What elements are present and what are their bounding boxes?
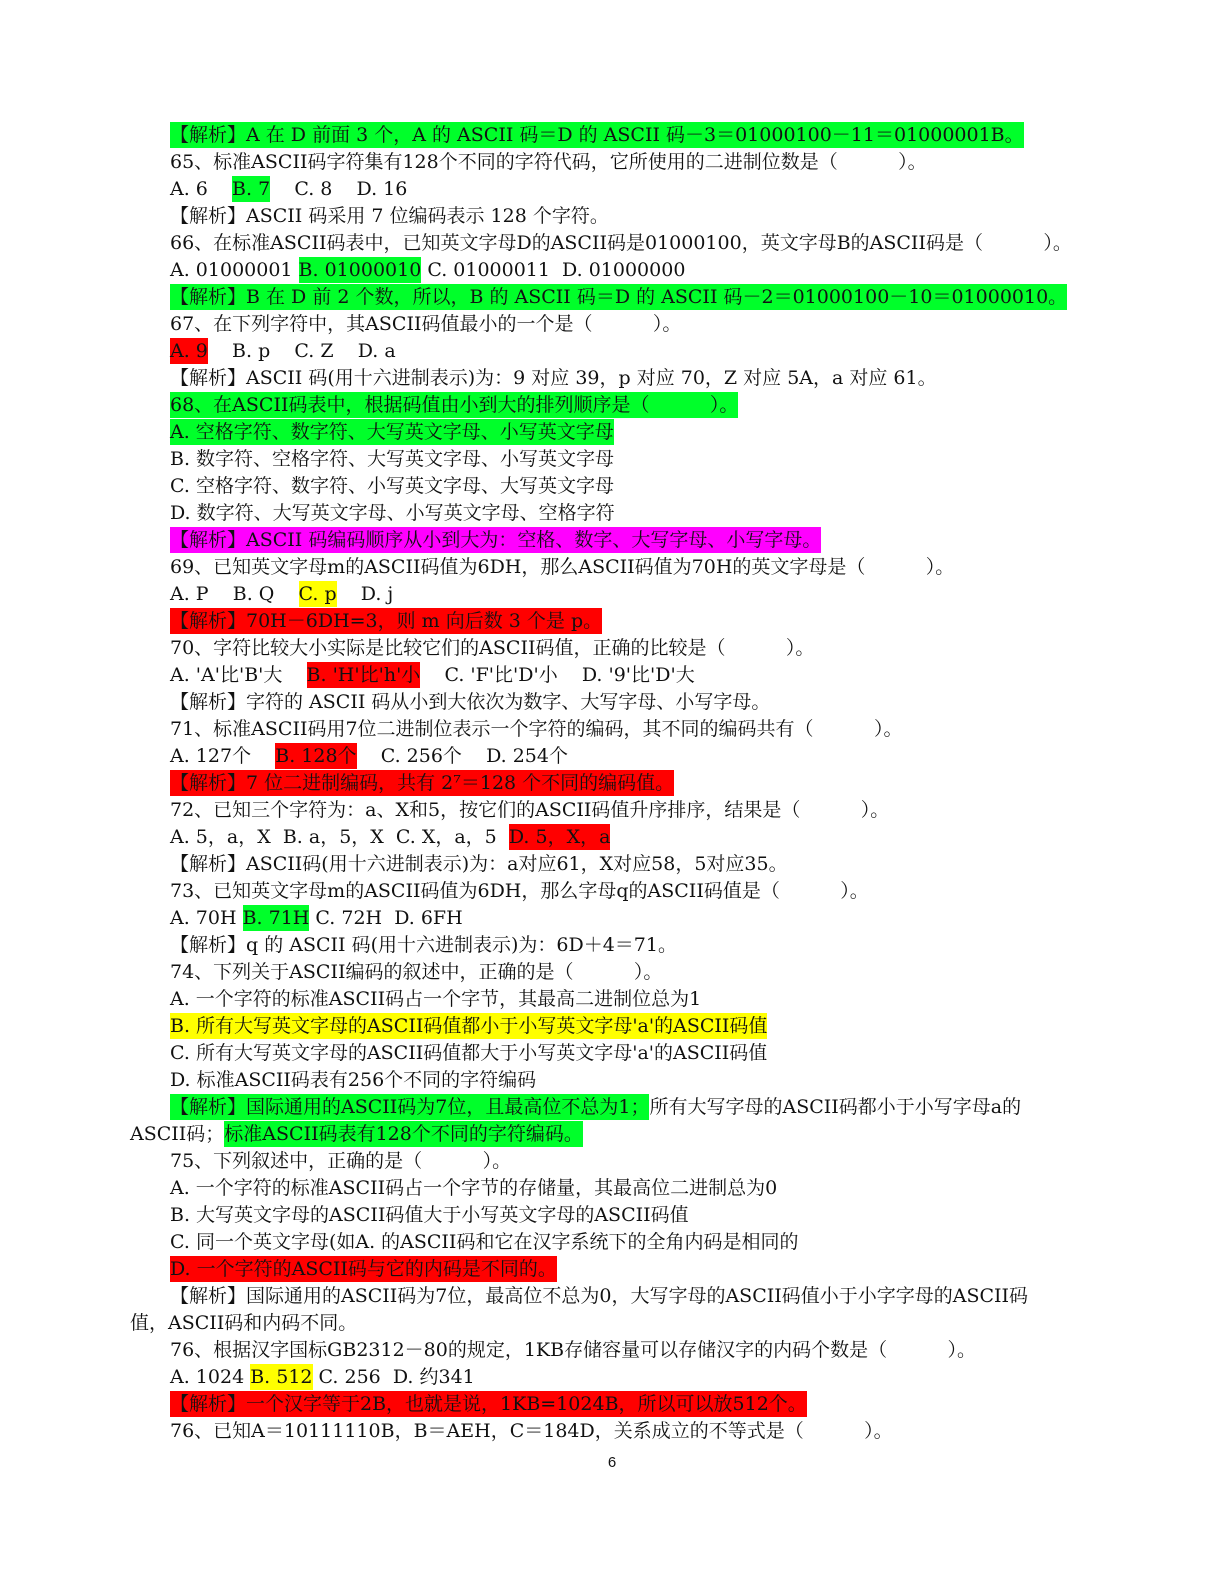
text-line: [170, 716, 1100, 743]
text-segment: A. 70H: [170, 907, 243, 929]
text-line: [170, 635, 1100, 662]
text-segment: 65、标准ASCII码字符集有128个不同的字符代码，它所使用的二进制位数是（ ）。: [170, 151, 927, 173]
text-segment: C. 8 D. 16: [270, 178, 408, 200]
text-segment: B. 数字符、空格字符、大写英文字母、小写英文字母: [170, 448, 615, 470]
text-segment: 71、标准ASCII码用7位二进制位表示一个字符的编码，其不同的编码共有（ ）。: [170, 718, 903, 740]
text-line: [170, 1040, 1100, 1067]
text-line: [170, 311, 1100, 338]
text-segment: 所有大写字母的ASCII码都小于小写字母a的: [649, 1096, 1022, 1118]
highlighted-text: 【解析】7 位二进制编码，共有 2⁷＝128 个不同的编码值。: [170, 772, 675, 794]
highlighted-text: B. 128个: [275, 745, 357, 767]
text-segment: C. 'F'比'D'小 D. '9'比'D'大: [420, 664, 695, 686]
text-line: [170, 581, 1100, 608]
text-segment: 【解析】ASCII 码采用 7 位编码表示 128 个字符。: [170, 205, 609, 227]
text-segment: 值，ASCII码和内码不同。: [130, 1312, 358, 1334]
text-segment: 69、已知英文字母m的ASCII码值为6DH，那么ASCII码值为70H的英文字母是（ ）。: [170, 556, 955, 578]
text-line: [170, 851, 1100, 878]
text-segment: B. 大写英文字母的ASCII码值大于小写英文字母的ASCII码值: [170, 1204, 689, 1226]
text-line: [170, 662, 1100, 689]
text-line: [170, 365, 1100, 392]
text-line: [170, 1094, 1100, 1121]
highlighted-text: B. 71H: [242, 907, 310, 929]
text-segment: 76、根据汉字国标GB2312－80的规定，1KB存储容量可以存储汉字的内码个数是（ ）。: [170, 1339, 976, 1361]
text-line: [170, 770, 1100, 797]
highlighted-text: 【解析】ASCII 码编码顺序从小到大为：空格、数字、大写字母、小写字母。: [170, 529, 822, 551]
text-segment: C. 所有大写英文字母的ASCII码值都大于小写英文字母'a'的ASCII码值: [170, 1042, 768, 1064]
page-number: 6: [607, 1454, 617, 1471]
text-line: [170, 500, 1100, 527]
text-segment: 【解析】ASCII码(用十六进制表示)为：a对应61，X对应58，5对应35。: [170, 853, 788, 875]
text-line: [170, 527, 1100, 554]
text-line: [170, 176, 1100, 203]
text-segment: 76、已知A＝10111110B，B＝AEH，C＝184D，关系成立的不等式是（ ）。: [170, 1420, 893, 1442]
text-line: [170, 1013, 1100, 1040]
text-segment: 【解析】国际通用的ASCII码为7位，最高位不总为0，大写字母的ASCII码值小于小字字母的ASCII码: [170, 1285, 1029, 1307]
highlighted-text: 【解析】A 在 D 前面 3 个，A 的 ASCII 码＝D 的 ASCII 码－3＝01000100－11＝01000001B。: [170, 124, 1024, 146]
text-segment: A. 127个: [170, 745, 276, 767]
text-line: [170, 608, 1100, 635]
text-segment: C. 72H D. 6FH: [309, 907, 463, 929]
text-segment: 【解析】q 的 ASCII 码(用十六进制表示)为：6D＋4＝71。: [170, 934, 677, 956]
text-line: [170, 1418, 1100, 1445]
text-line: [170, 554, 1100, 581]
text-line: [170, 959, 1100, 986]
text-line: [170, 1364, 1100, 1391]
text-line: [170, 284, 1100, 311]
highlighted-text: 【解析】一个汉字等于2B，也就是说，1KB=1024B，所以可以放512个。: [170, 1393, 807, 1415]
text-segment: A. 一个字符的标准ASCII码占一个字节，其最高二进制位总为1: [170, 988, 702, 1010]
text-line: [170, 1391, 1100, 1418]
highlighted-text: D. 一个字符的ASCII码与它的内码是不同的。: [170, 1258, 557, 1280]
highlighted-text: B. 所有大写英文字母的ASCII码值都小于小写英文字母'a'的ASCII码值: [170, 1015, 768, 1037]
text-line: [170, 824, 1100, 851]
text-segment: 【解析】字符的 ASCII 码从小到大依次为数字、大写字母、小写字母。: [170, 691, 771, 713]
text-line: [170, 230, 1100, 257]
text-line: [170, 689, 1100, 716]
text-segment: A. 1024: [170, 1366, 251, 1388]
highlighted-text: B. 512: [250, 1366, 313, 1388]
text-line: [170, 878, 1100, 905]
highlighted-text: 【解析】70H－6DH=3，则 m 向后数 3 个是 p。: [170, 610, 603, 632]
text-segment: D. j: [336, 583, 394, 605]
document-body: [130, 122, 1100, 1445]
text-segment: ASCII码；: [130, 1123, 225, 1145]
text-line: [130, 1121, 1100, 1148]
text-segment: A. 'A'比'B'大: [170, 664, 307, 686]
highlighted-text: 【解析】B 在 D 前 2 个数，所以，B 的 ASCII 码＝D 的 ASCII 码－2＝01000100－10＝01000010。: [170, 286, 1068, 308]
text-segment: 72、已知三个字符为：a、X和5，按它们的ASCII码值升序排序，结果是（ ）。: [170, 799, 890, 821]
text-line: [170, 257, 1100, 284]
text-line: [170, 1229, 1100, 1256]
text-segment: A. 5，a，X B. a，5，X C. X，a，5: [170, 826, 509, 848]
highlighted-text: 【解析】国际通用的ASCII码为7位，且最高位不总为1；: [170, 1096, 650, 1118]
highlighted-text: B. 'H'比'h'小: [306, 664, 421, 686]
text-line: [170, 1067, 1100, 1094]
text-line: [170, 203, 1100, 230]
highlighted-text: A. 空格字符、数字符、大写英文字母、小写英文字母: [170, 421, 614, 443]
text-segment: C. 256 D. 约341: [312, 1366, 475, 1388]
highlighted-text: B. 7: [232, 178, 271, 200]
text-segment: 66、在标准ASCII码表中，已知英文字母D的ASCII码是01000100，英文字母B的ASCII码是（ ）。: [170, 232, 1072, 254]
text-line: [170, 1148, 1100, 1175]
text-segment: A. P B. Q: [170, 583, 299, 605]
text-line: [170, 149, 1100, 176]
text-line: [170, 1337, 1100, 1364]
text-line: [170, 1283, 1100, 1310]
text-line: [170, 1202, 1100, 1229]
text-line: [170, 392, 1100, 419]
text-line: [170, 122, 1100, 149]
highlighted-text: C. p: [298, 583, 337, 605]
text-line: [170, 905, 1100, 932]
highlighted-text: B. 01000010: [298, 259, 422, 281]
text-segment: D. 数字符、大写英文字母、小写英文字母、空格字符: [170, 502, 615, 524]
text-segment: C. 空格字符、数字符、小写英文字母、大写英文字母: [170, 475, 614, 497]
text-line: [170, 1175, 1100, 1202]
text-line: [170, 932, 1100, 959]
text-segment: C. 01000011 D. 01000000: [421, 259, 686, 281]
text-segment: C. 同一个英文字母(如A. 的ASCII码和它在汉字系统下的全角内码是相同的: [170, 1231, 799, 1253]
text-line: [170, 743, 1100, 770]
text-line: [130, 1310, 1100, 1337]
highlighted-text: A. 9: [170, 340, 208, 362]
text-segment: 【解析】ASCII 码(用十六进制表示)为：9 对应 39，p 对应 70，Z 对应 5A，a 对应 61。: [170, 367, 937, 389]
text-segment: C. 256个 D. 254个: [356, 745, 568, 767]
text-segment: A. 6: [170, 178, 233, 200]
text-segment: 73、已知英文字母m的ASCII码值为6DH，那么字母q的ASCII码值是（ ）。: [170, 880, 869, 902]
text-line: [170, 986, 1100, 1013]
text-segment: A. 一个字符的标准ASCII码占一个字节的存储量，其最高位二进制总为0: [170, 1177, 778, 1199]
text-line: [170, 473, 1100, 500]
text-segment: D. 标准ASCII码表有256个不同的字符编码: [170, 1069, 537, 1091]
text-line: [170, 1256, 1100, 1283]
text-line: [170, 419, 1100, 446]
text-segment: A. 01000001: [170, 259, 299, 281]
highlighted-text: D. 5，X，a: [508, 826, 611, 848]
text-segment: 70、字符比较大小实际是比较它们的ASCII码值，正确的比较是（ ）。: [170, 637, 815, 659]
text-line: [170, 338, 1100, 365]
text-line: [170, 797, 1100, 824]
text-segment: 75、下列叙述中，正确的是（ ）。: [170, 1150, 512, 1172]
text-segment: 67、在下列字符中，其ASCII码值最小的一个是（ ）。: [170, 313, 682, 335]
text-line: [170, 446, 1100, 473]
highlighted-text: 68、在ASCII码表中，根据码值由小到大的排列顺序是（ ）。: [170, 394, 739, 416]
text-segment: 74、下列关于ASCII编码的叙述中，正确的是（ ）。: [170, 961, 663, 983]
highlighted-text: 标准ASCII码表有128个不同的字符编码。: [224, 1123, 583, 1145]
text-segment: B. p C. Z D. a: [207, 340, 396, 362]
